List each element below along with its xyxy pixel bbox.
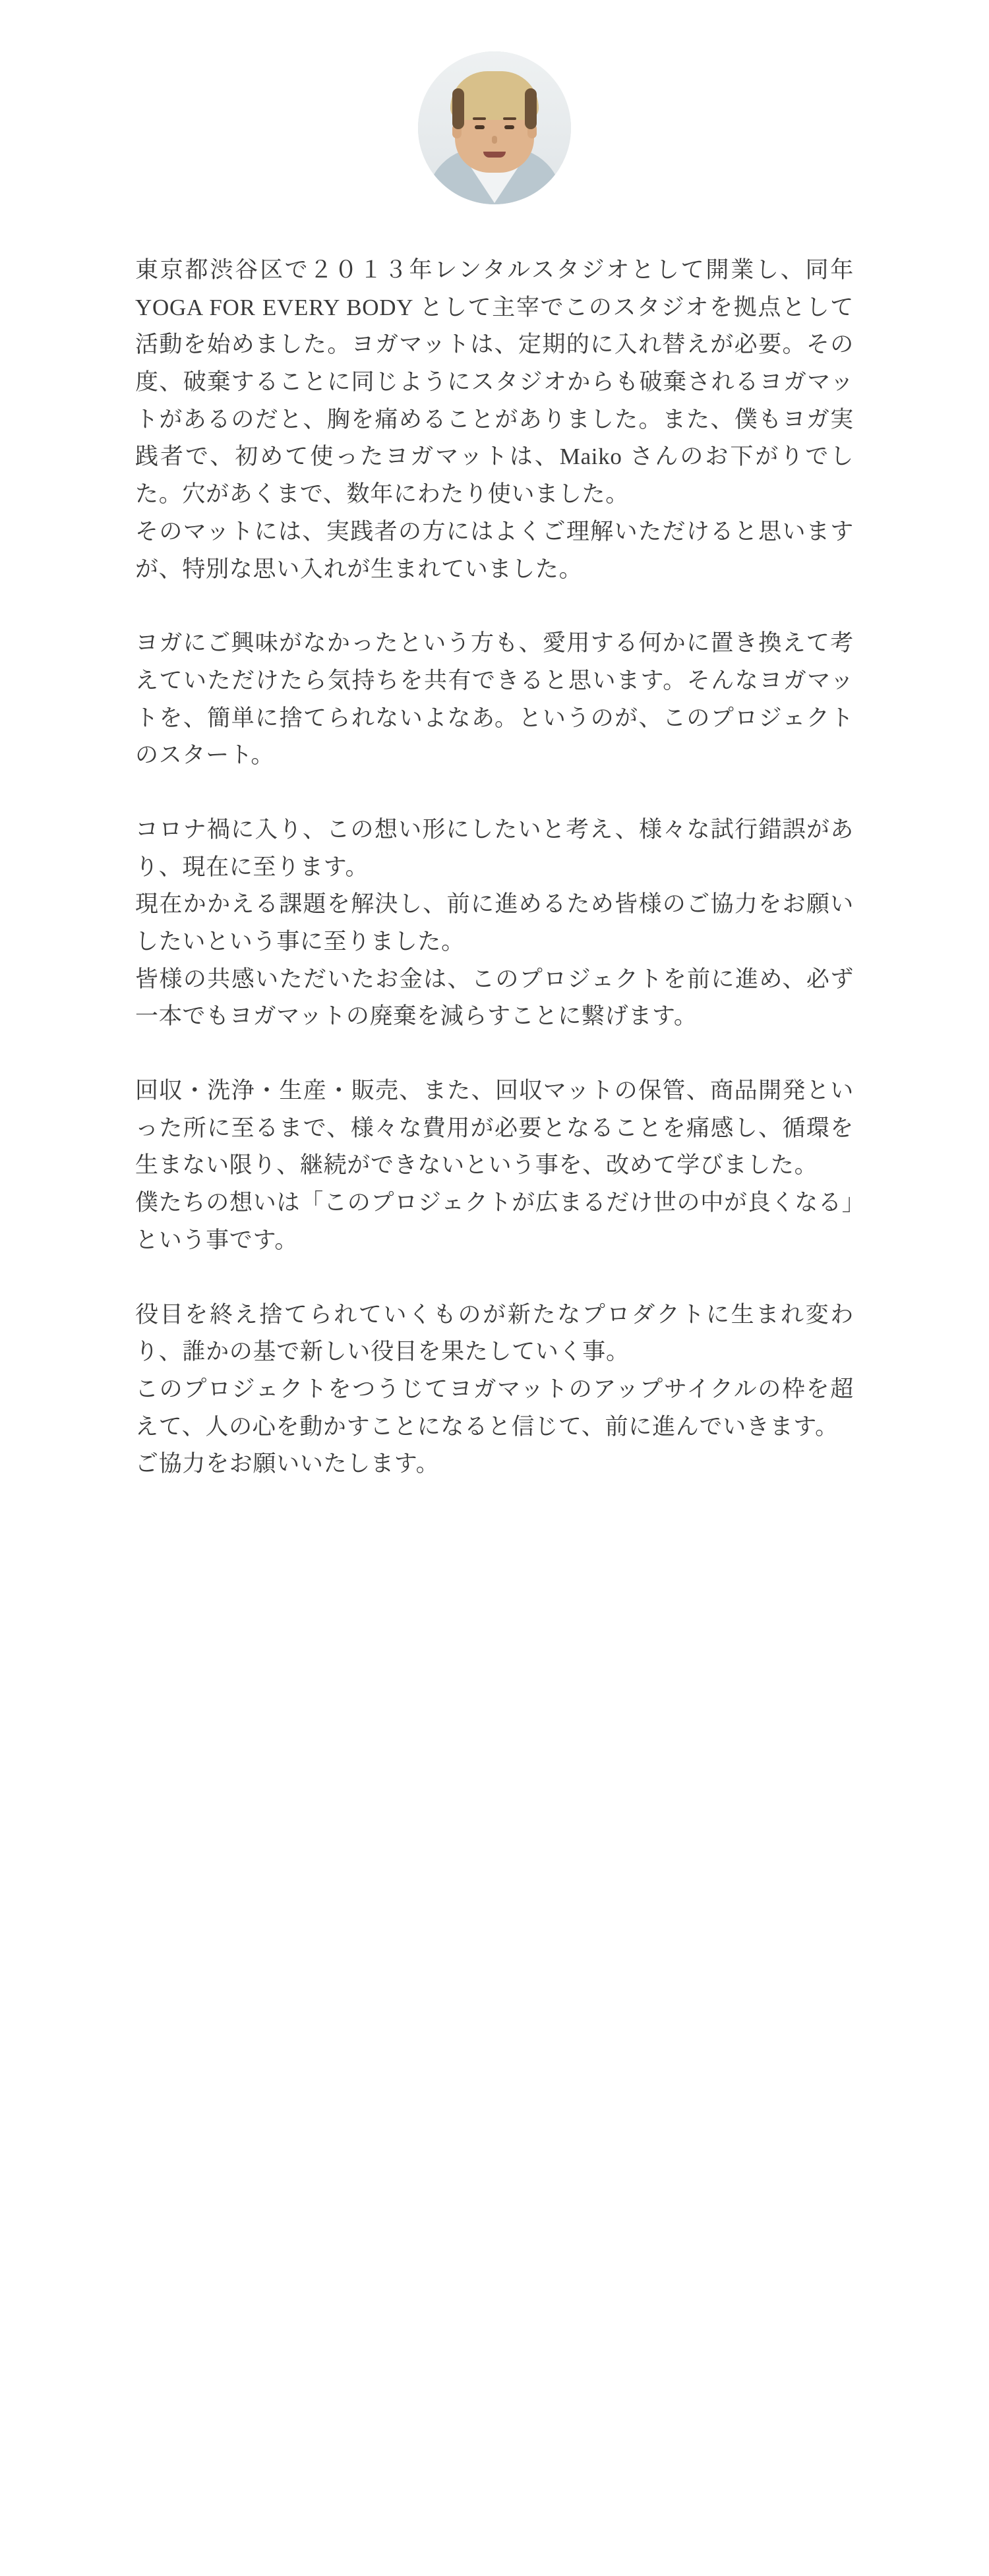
paragraph: ヨガにご興味がなかったという方も、愛用する何かに置き換えて考えていただけたら気持ちを共有できると思います。そんなヨガマットを、簡単に捨てられないよなあ。というのが、このプロジェクトのスタート。 [135,630,854,769]
avatar [418,51,571,204]
avatar-mouth [483,152,506,158]
avatar-hair-side-right [525,88,537,129]
avatar-eyebrow-left [473,117,486,120]
paragraph: 役目を終え捨てられていくものが新たなプロダクトに生まれ変わり、誰かの基で新しい役目を果たしていく事。 [135,1301,854,1365]
paragraph: 東京都渋谷区で２０１３年レンタルスタジオとして開業し、同年 YOGA FOR EVERY BODY として主宰でこのスタジオを拠点として活動を始めました。ヨガマットは、定期的に入れ替えが必要。その度、破棄することに同じようにスタジオからも破棄されるヨガマットがあるのだと、胸を痛めることがありました。また、僕もヨガ実践者で、初めて使ったヨガマットは、Maiko さんのお下がりでした。穴があくまで、数年にわたり使いました。 [135,257,854,508]
avatar-eye-left [475,125,485,129]
bottom-whitespace [0,1483,989,1852]
avatar-hair-side-left [452,88,464,129]
avatar-container [0,51,989,204]
paragraph: このプロジェクトをつうじてヨガマットのアップサイクルの枠を超えて、人の心を動かすことになると信じて、前に進んでいきます。 [135,1376,854,1440]
avatar-nose [492,136,497,144]
paragraph: ご協力をお願いいたします。 [135,1451,440,1477]
article-body [135,252,854,1483]
paragraph: コロナ禍に入り、この想い形にしたいと考え、様々な試行錯誤があり、現在に至ります。 [135,816,854,880]
paragraph: 皆様の共感いただいたお金は、このプロジェクトを前に進め、必ず一本でもヨガマットの廃棄を減らすことに繋げます。 [135,966,854,1030]
avatar-eye-right [504,125,514,129]
paragraph: そのマットには、実践者の方にはよくご理解いただけると思いますが、特別な思い入れが生まれていました。 [135,518,854,582]
paragraph: 僕たちの想いは「このプロジェクトが広まるだけ世の中が良くなる」という事です。 [135,1190,854,1253]
paragraph: 回収・洗浄・生産・販売、また、回収マットの保管、商品開発といった所に至るまで、様々な費用が必要となることを痛感し、循環を生まない限り、継続ができないという事を、改めて学びました。 [135,1078,854,1179]
paragraph: 現在かかえる課題を解決し、前に進めるため皆様のご協力をお願いしたいという事に至りました。 [135,891,854,954]
avatar-eyebrow-right [503,117,516,120]
